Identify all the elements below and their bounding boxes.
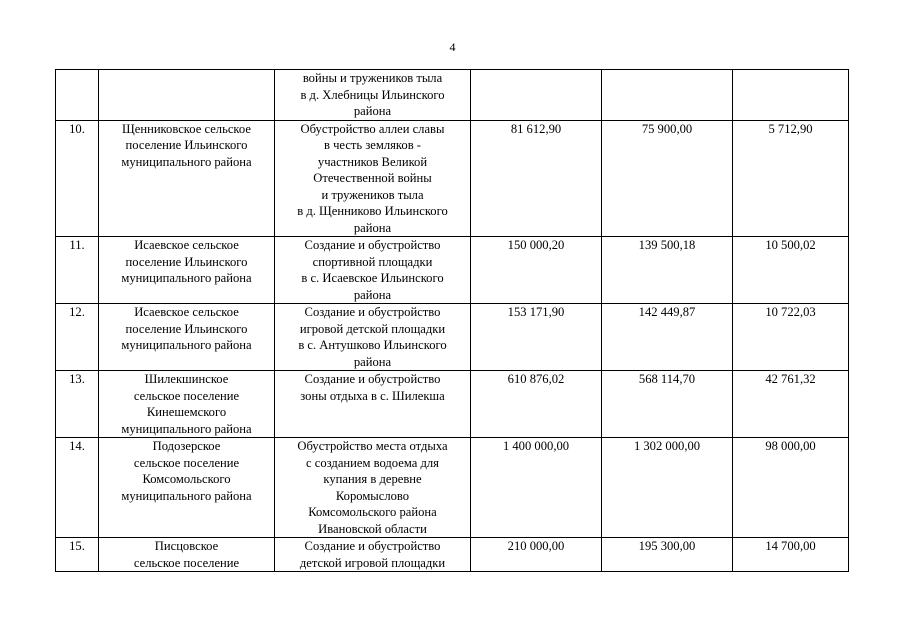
settlement-cell: Исаевское сельское поселение Ильинского муниципального района: [99, 237, 275, 304]
regional-amount-cell: [602, 70, 733, 121]
regional-amount-cell: 75 900,00: [602, 120, 733, 237]
project-name-cell: Создание и обустройство спортивной площадки в с. Исаевское Ильинского района: [275, 237, 471, 304]
project-name-cell: Обустройство места отдыха с созданием водоема для купания в деревне Коромыслово Комсомольского района Ивановской области: [275, 438, 471, 538]
projects-table: [55, 69, 849, 572]
row-number-cell: 12.: [56, 304, 99, 371]
row-number-cell: 10.: [56, 120, 99, 237]
regional-amount-cell: 139 500,18: [602, 237, 733, 304]
regional-amount-cell: 568 114,70: [602, 371, 733, 438]
total-amount-cell: [471, 70, 602, 121]
project-name-cell: Обустройство аллеи славы в честь земляков - участников Великой Отечественной войны и тружеников тыла в д. Щенниково Ильинского района: [275, 120, 471, 237]
settlement-cell: Писцовское сельское поселение: [99, 538, 275, 572]
total-amount-cell: 1 400 000,00: [471, 438, 602, 538]
row-number-cell: 13.: [56, 371, 99, 438]
row-number-cell: 15.: [56, 538, 99, 572]
total-amount-cell: 210 000,00: [471, 538, 602, 572]
regional-amount-cell: 142 449,87: [602, 304, 733, 371]
page-number: 4: [449, 40, 456, 54]
table-row: [56, 438, 849, 538]
local-amount-cell: 14 700,00: [733, 538, 849, 572]
table-row: [56, 538, 849, 572]
table-row: [56, 371, 849, 438]
table-row: [56, 120, 849, 237]
local-amount-cell: [733, 70, 849, 121]
row-number-cell: 14.: [56, 438, 99, 538]
local-amount-cell: 5 712,90: [733, 120, 849, 237]
regional-amount-cell: 195 300,00: [602, 538, 733, 572]
table-row: [56, 237, 849, 304]
project-name-cell: Создание и обустройство игровой детской площадки в с. Антушково Ильинского района: [275, 304, 471, 371]
row-number-cell: [56, 70, 99, 121]
total-amount-cell: 610 876,02: [471, 371, 602, 438]
table-row: [56, 304, 849, 371]
local-amount-cell: 42 761,32: [733, 371, 849, 438]
settlement-cell: Подозерское сельское поселение Комсомольского муниципального района: [99, 438, 275, 538]
project-name-cell: Создание и обустройство детской игровой площадки: [275, 538, 471, 572]
settlement-cell: Исаевское сельское поселение Ильинского муниципального района: [99, 304, 275, 371]
local-amount-cell: 10 722,03: [733, 304, 849, 371]
regional-amount-cell: 1 302 000,00: [602, 438, 733, 538]
local-amount-cell: 98 000,00: [733, 438, 849, 538]
project-name-cell: войны и тружеников тыла в д. Хлебницы Ильинского района: [275, 70, 471, 121]
settlement-cell: [99, 70, 275, 121]
project-name-cell: Создание и обустройство зоны отдыха в с. Шилекша: [275, 371, 471, 438]
total-amount-cell: 153 171,90: [471, 304, 602, 371]
table-row: [56, 70, 849, 121]
local-amount-cell: 10 500,02: [733, 237, 849, 304]
settlement-cell: Шилекшинское сельское поселение Кинешемского муниципального района: [99, 371, 275, 438]
total-amount-cell: 150 000,20: [471, 237, 602, 304]
row-number-cell: 11.: [56, 237, 99, 304]
total-amount-cell: 81 612,90: [471, 120, 602, 237]
settlement-cell: Щенниковское сельское поселение Ильинского муниципального района: [99, 120, 275, 237]
